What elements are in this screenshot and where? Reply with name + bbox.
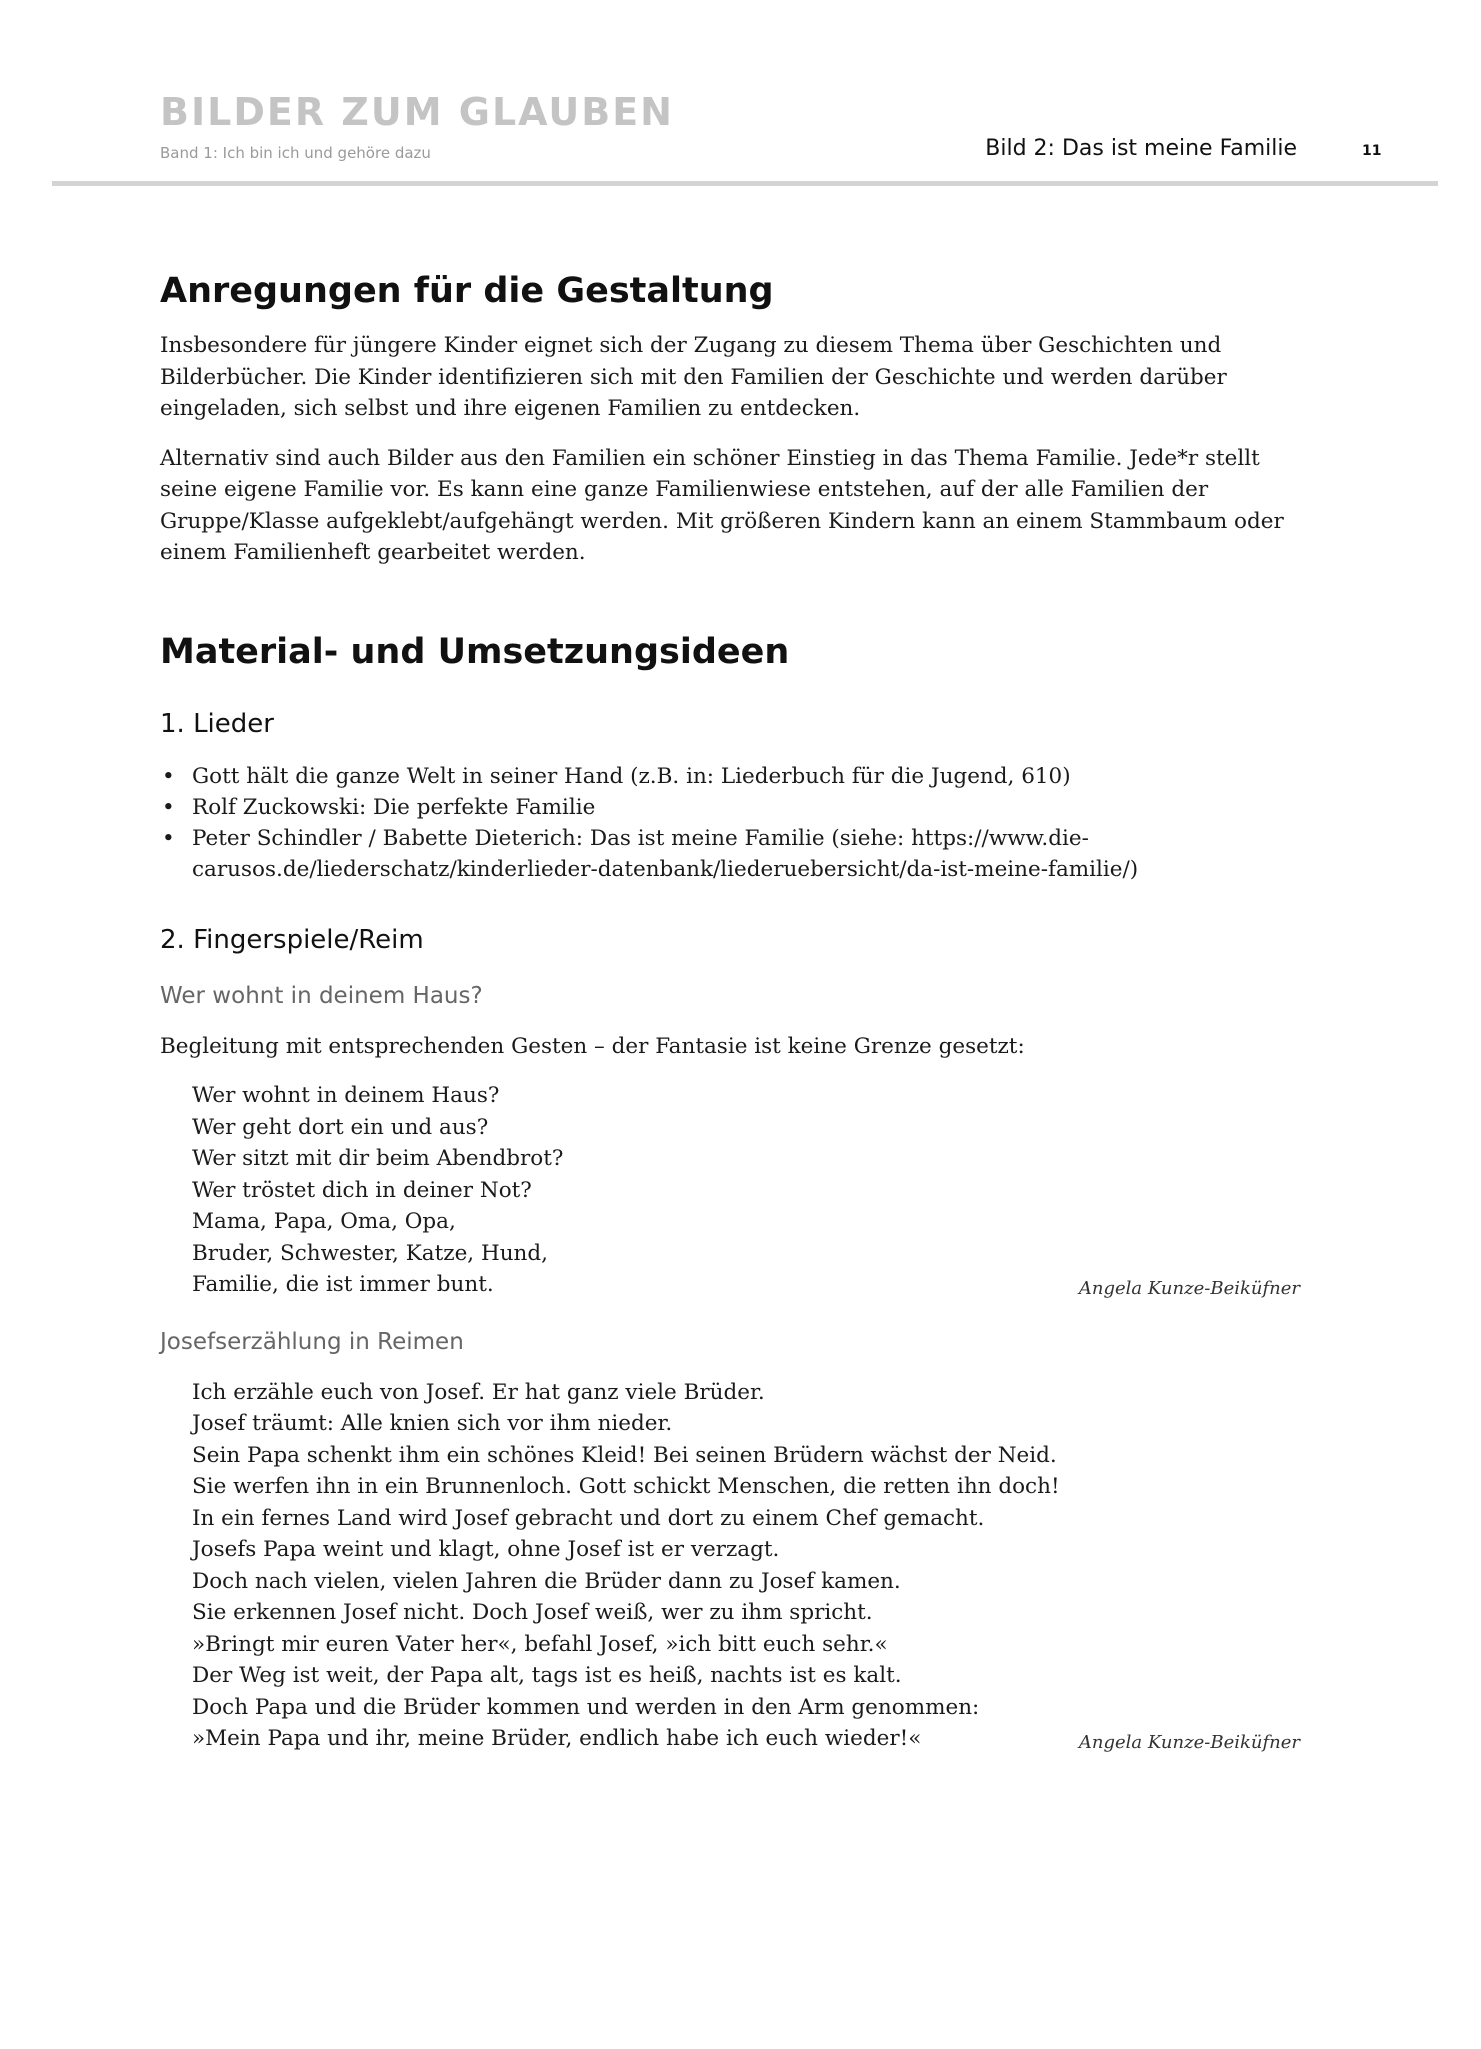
subsection-heading-lieder: 1. Lieder (160, 708, 274, 739)
verse-line: Mama, Papa, Oma, Opa, (192, 1209, 456, 1234)
verse-line: Wer sitzt mit dir beim Abendbrot? (192, 1146, 564, 1171)
paragraph: Insbesondere für jüngere Kinder eignet sich der Zugang zu diesem Thema über Geschichten und Bilderbücher. Die Kinder identifizieren sich mit den Familien der Geschichte und werden darüber eingeladen, sich selbst und ihre eigenen Familien zu entdecken. (160, 333, 1227, 421)
page-header (0, 0, 1481, 190)
series-title: BILDER ZUM GLAUBEN (160, 90, 674, 134)
verse-line: Wer tröstet dich in deiner Not? (192, 1177, 532, 1203)
list-item (160, 792, 1300, 823)
section-heading-gestaltung: Anregungen für die Gestaltung (160, 271, 774, 311)
reim-title: Josefserzählung in Reimen (160, 1328, 464, 1355)
list-item-text: Peter Schindler / Babette Dieterich: Das ist meine Familie (siehe: https://www.die-carusos.de/liederschatz/kinderlieder-datenbank/liederuebersicht/da-ist-meine-familie/) (192, 825, 1139, 882)
verse-line: »Mein Papa und ihr, meine Brüder, endlich habe ich euch wieder!« (192, 1726, 922, 1751)
verse-line: »Bringt mir euren Vater her«, befahl Josef, »ich bitt euch sehr.« (192, 1631, 888, 1657)
bild-title: Bild 2: Das ist meine Familie (985, 136, 1297, 161)
verse-line: Wer geht dort ein und aus? (192, 1114, 489, 1140)
subsection-heading-fingerspiele: 2. Fingerspiele/Reim (160, 924, 424, 955)
verse-line: Josef träumt: Alle knien sich vor ihm nieder. (192, 1411, 673, 1436)
list-item (160, 761, 1300, 792)
section-heading-material: Material- und Umsetzungsideen (160, 631, 790, 672)
verse-line: Bruder, Schwester, Katze, Hund, (192, 1240, 548, 1266)
verse-line: Doch nach vielen, vielen Jahren die Brüder dann zu Josef kamen. (192, 1568, 901, 1594)
bullet-icon: • (162, 763, 175, 789)
verse-line: Wer wohnt in deinem Haus? (192, 1083, 500, 1108)
page-number: 11 (1362, 143, 1382, 159)
reim-verse (160, 1377, 1300, 1755)
verse-line: Familie, die ist immer bunt. (192, 1272, 494, 1297)
band-subtitle: Band 1: Ich bin ich und gehöre dazu (160, 144, 431, 162)
verse-line: Josefs Papa weint und klagt, ohne Josef ist er verzagt. (192, 1537, 780, 1562)
header-divider (52, 181, 1438, 186)
verse-author: Angela Kunze-Beiküfner (1078, 1731, 1300, 1753)
reim-title: Wer wohnt in deinem Haus? (160, 982, 483, 1009)
list-item-text: Gott hält die ganze Welt in seiner Hand (z.B. in: Liederbuch für die Jugend, 610) (192, 763, 1071, 789)
bullet-icon: • (162, 825, 175, 851)
verse-line: In ein fernes Land wird Josef gebracht und dort zu einem Chef gemacht. (192, 1505, 985, 1531)
verse-line: Ich erzähle euch von Josef. Er hat ganz viele Brüder. (192, 1379, 765, 1405)
verse-line: Sie werfen ihn in ein Brunnenloch. Gott schickt Menschen, die retten ihn doch! (192, 1474, 1060, 1499)
reim-verse (160, 1080, 1300, 1301)
list-item (160, 823, 1300, 885)
verse-line: Der Weg ist weit, der Papa alt, tags ist es heiß, nachts ist es kalt. (192, 1663, 902, 1688)
reim-intro: Begleitung mit entsprechenden Gesten – der Fantasie ist keine Grenze gesetzt: (160, 1033, 1025, 1059)
bullet-icon: • (162, 794, 175, 820)
paragraph: Alternativ sind auch Bilder aus den Familien ein schöner Einstieg in das Thema Familie. Jede*r stellt seine eigene Familie vor. Es kann eine ganze Familienwiese entstehen, auf der alle Familien der Gruppe/Klasse aufgeklebt/aufgehängt werden. Mit größeren Kindern kann an einem Stammbaum oder einem Familienheft gearbeitet werden. (160, 445, 1284, 565)
list-item-text: Rolf Zuckowski: Die perfekte Familie (192, 794, 596, 820)
page-content (160, 270, 1300, 1755)
verse-line: Sie erkennen Josef nicht. Doch Josef weiß, wer zu ihm spricht. (192, 1600, 873, 1625)
lieder-list (160, 761, 1300, 885)
verse-author: Angela Kunze-Beiküfner (1078, 1277, 1300, 1299)
verse-line: Sein Papa schenkt ihm ein schönes Kleid! Bei seinen Brüdern wächst der Neid. (192, 1442, 1057, 1468)
verse-line: Doch Papa und die Brüder kommen und werden in den Arm genommen: (192, 1694, 980, 1720)
